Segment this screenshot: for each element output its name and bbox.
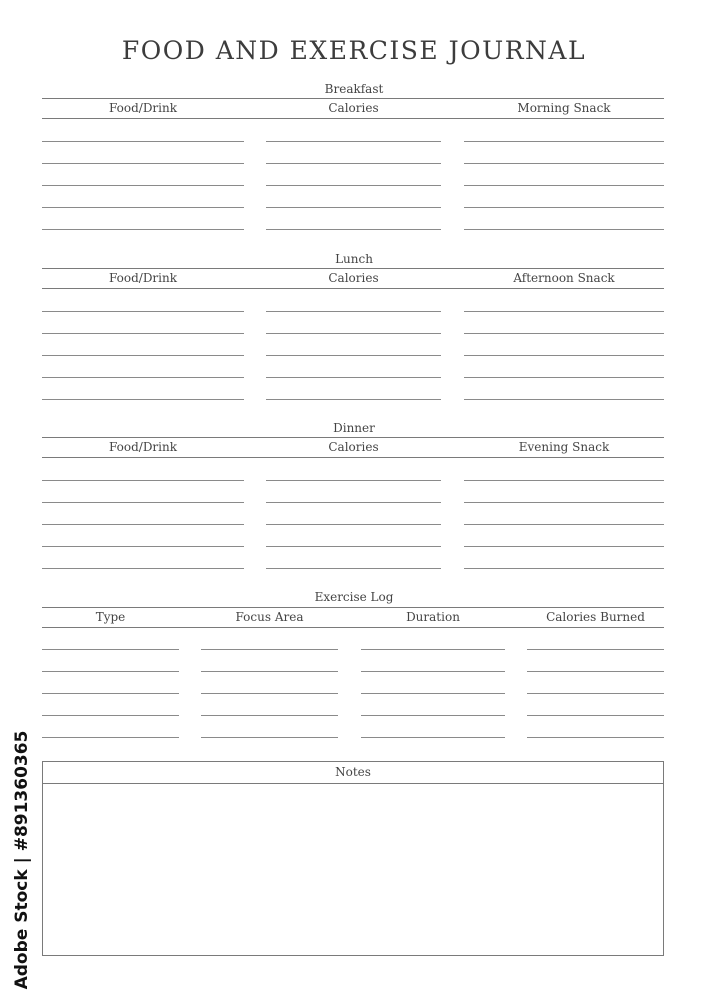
writing-line[interactable] [42,568,244,569]
col-head-duration: Duration [406,610,460,624]
writing-line[interactable] [464,524,664,525]
column-header: Morning Snack [517,101,611,115]
writing-line[interactable] [42,649,179,650]
writing-line[interactable] [464,311,664,312]
writing-line[interactable] [527,715,664,716]
writing-line[interactable] [201,737,338,738]
writing-line[interactable] [266,141,441,142]
writing-line[interactable] [42,399,244,400]
column-header: Evening Snack [518,440,610,454]
exercise-top-rule [42,607,664,608]
header-bottom-rule [42,457,664,458]
writing-line[interactable] [266,502,441,503]
writing-line[interactable] [266,480,441,481]
writing-line[interactable] [42,311,244,312]
writing-line[interactable] [201,649,338,650]
col-head-calories-burned: Calories Burned [546,610,645,624]
writing-line[interactable] [42,480,244,481]
writing-line[interactable] [42,355,244,356]
column-header: Food/Drink [108,101,178,115]
column-header: Calories [328,101,379,115]
meal-section-label: Dinner [333,421,375,435]
writing-line[interactable] [266,163,441,164]
writing-line[interactable] [527,737,664,738]
writing-line[interactable] [464,185,664,186]
exercise-header-rule [42,627,664,628]
column-header: Food/Drink [108,271,178,285]
writing-line[interactable] [527,671,664,672]
notes-label: Notes [43,762,663,784]
writing-line[interactable] [464,568,664,569]
writing-line[interactable] [42,141,244,142]
writing-line[interactable] [266,399,441,400]
writing-line[interactable] [42,502,244,503]
writing-line[interactable] [266,377,441,378]
stock-id-text: Adobe Stock | #891360365 [12,730,32,990]
header-bottom-rule [42,118,664,119]
writing-line[interactable] [464,546,664,547]
writing-line[interactable] [201,715,338,716]
column-header: Food/Drink [108,440,178,454]
writing-line[interactable] [42,715,179,716]
exercise-log-label: Exercise Log [314,590,394,604]
writing-line[interactable] [464,333,664,334]
column-header: Calories [328,440,379,454]
writing-line[interactable] [266,333,441,334]
section-top-rule [42,98,664,99]
column-header: Calories [328,271,379,285]
section-top-rule [42,268,664,269]
col-head-type: Type [95,610,126,624]
writing-line[interactable] [266,229,441,230]
writing-line[interactable] [266,185,441,186]
writing-line[interactable] [361,693,505,694]
meal-section-label: Lunch [335,252,373,266]
writing-line[interactable] [464,207,664,208]
writing-line[interactable] [42,163,244,164]
writing-line[interactable] [266,355,441,356]
writing-line[interactable] [361,715,505,716]
writing-line[interactable] [527,693,664,694]
col-head-focus-area: Focus Area [235,610,304,624]
writing-line[interactable] [464,229,664,230]
writing-line[interactable] [464,502,664,503]
writing-line[interactable] [464,163,664,164]
writing-line[interactable] [464,355,664,356]
writing-line[interactable] [464,377,664,378]
writing-line[interactable] [201,693,338,694]
header-bottom-rule [42,288,664,289]
writing-line[interactable] [42,737,179,738]
writing-line[interactable] [42,333,244,334]
writing-line[interactable] [464,399,664,400]
writing-line[interactable] [266,524,441,525]
writing-line[interactable] [464,480,664,481]
writing-line[interactable] [42,693,179,694]
writing-line[interactable] [42,377,244,378]
writing-line[interactable] [361,737,505,738]
writing-line[interactable] [201,671,338,672]
writing-line[interactable] [361,671,505,672]
writing-line[interactable] [464,141,664,142]
writing-line[interactable] [42,207,244,208]
meal-section-label: Breakfast [324,82,384,96]
writing-line[interactable] [42,185,244,186]
writing-line[interactable] [266,568,441,569]
column-header: Afternoon Snack [513,271,615,285]
page-title: FOOD AND EXERCISE JOURNAL [121,36,587,65]
notes-box[interactable] [42,761,664,956]
writing-line[interactable] [361,649,505,650]
writing-line[interactable] [42,524,244,525]
writing-line[interactable] [42,229,244,230]
writing-line[interactable] [266,207,441,208]
writing-line[interactable] [266,546,441,547]
section-top-rule [42,437,664,438]
stock-watermark [8,730,36,990]
writing-line[interactable] [527,649,664,650]
writing-line[interactable] [42,546,244,547]
writing-line[interactable] [266,311,441,312]
writing-line[interactable] [42,671,179,672]
